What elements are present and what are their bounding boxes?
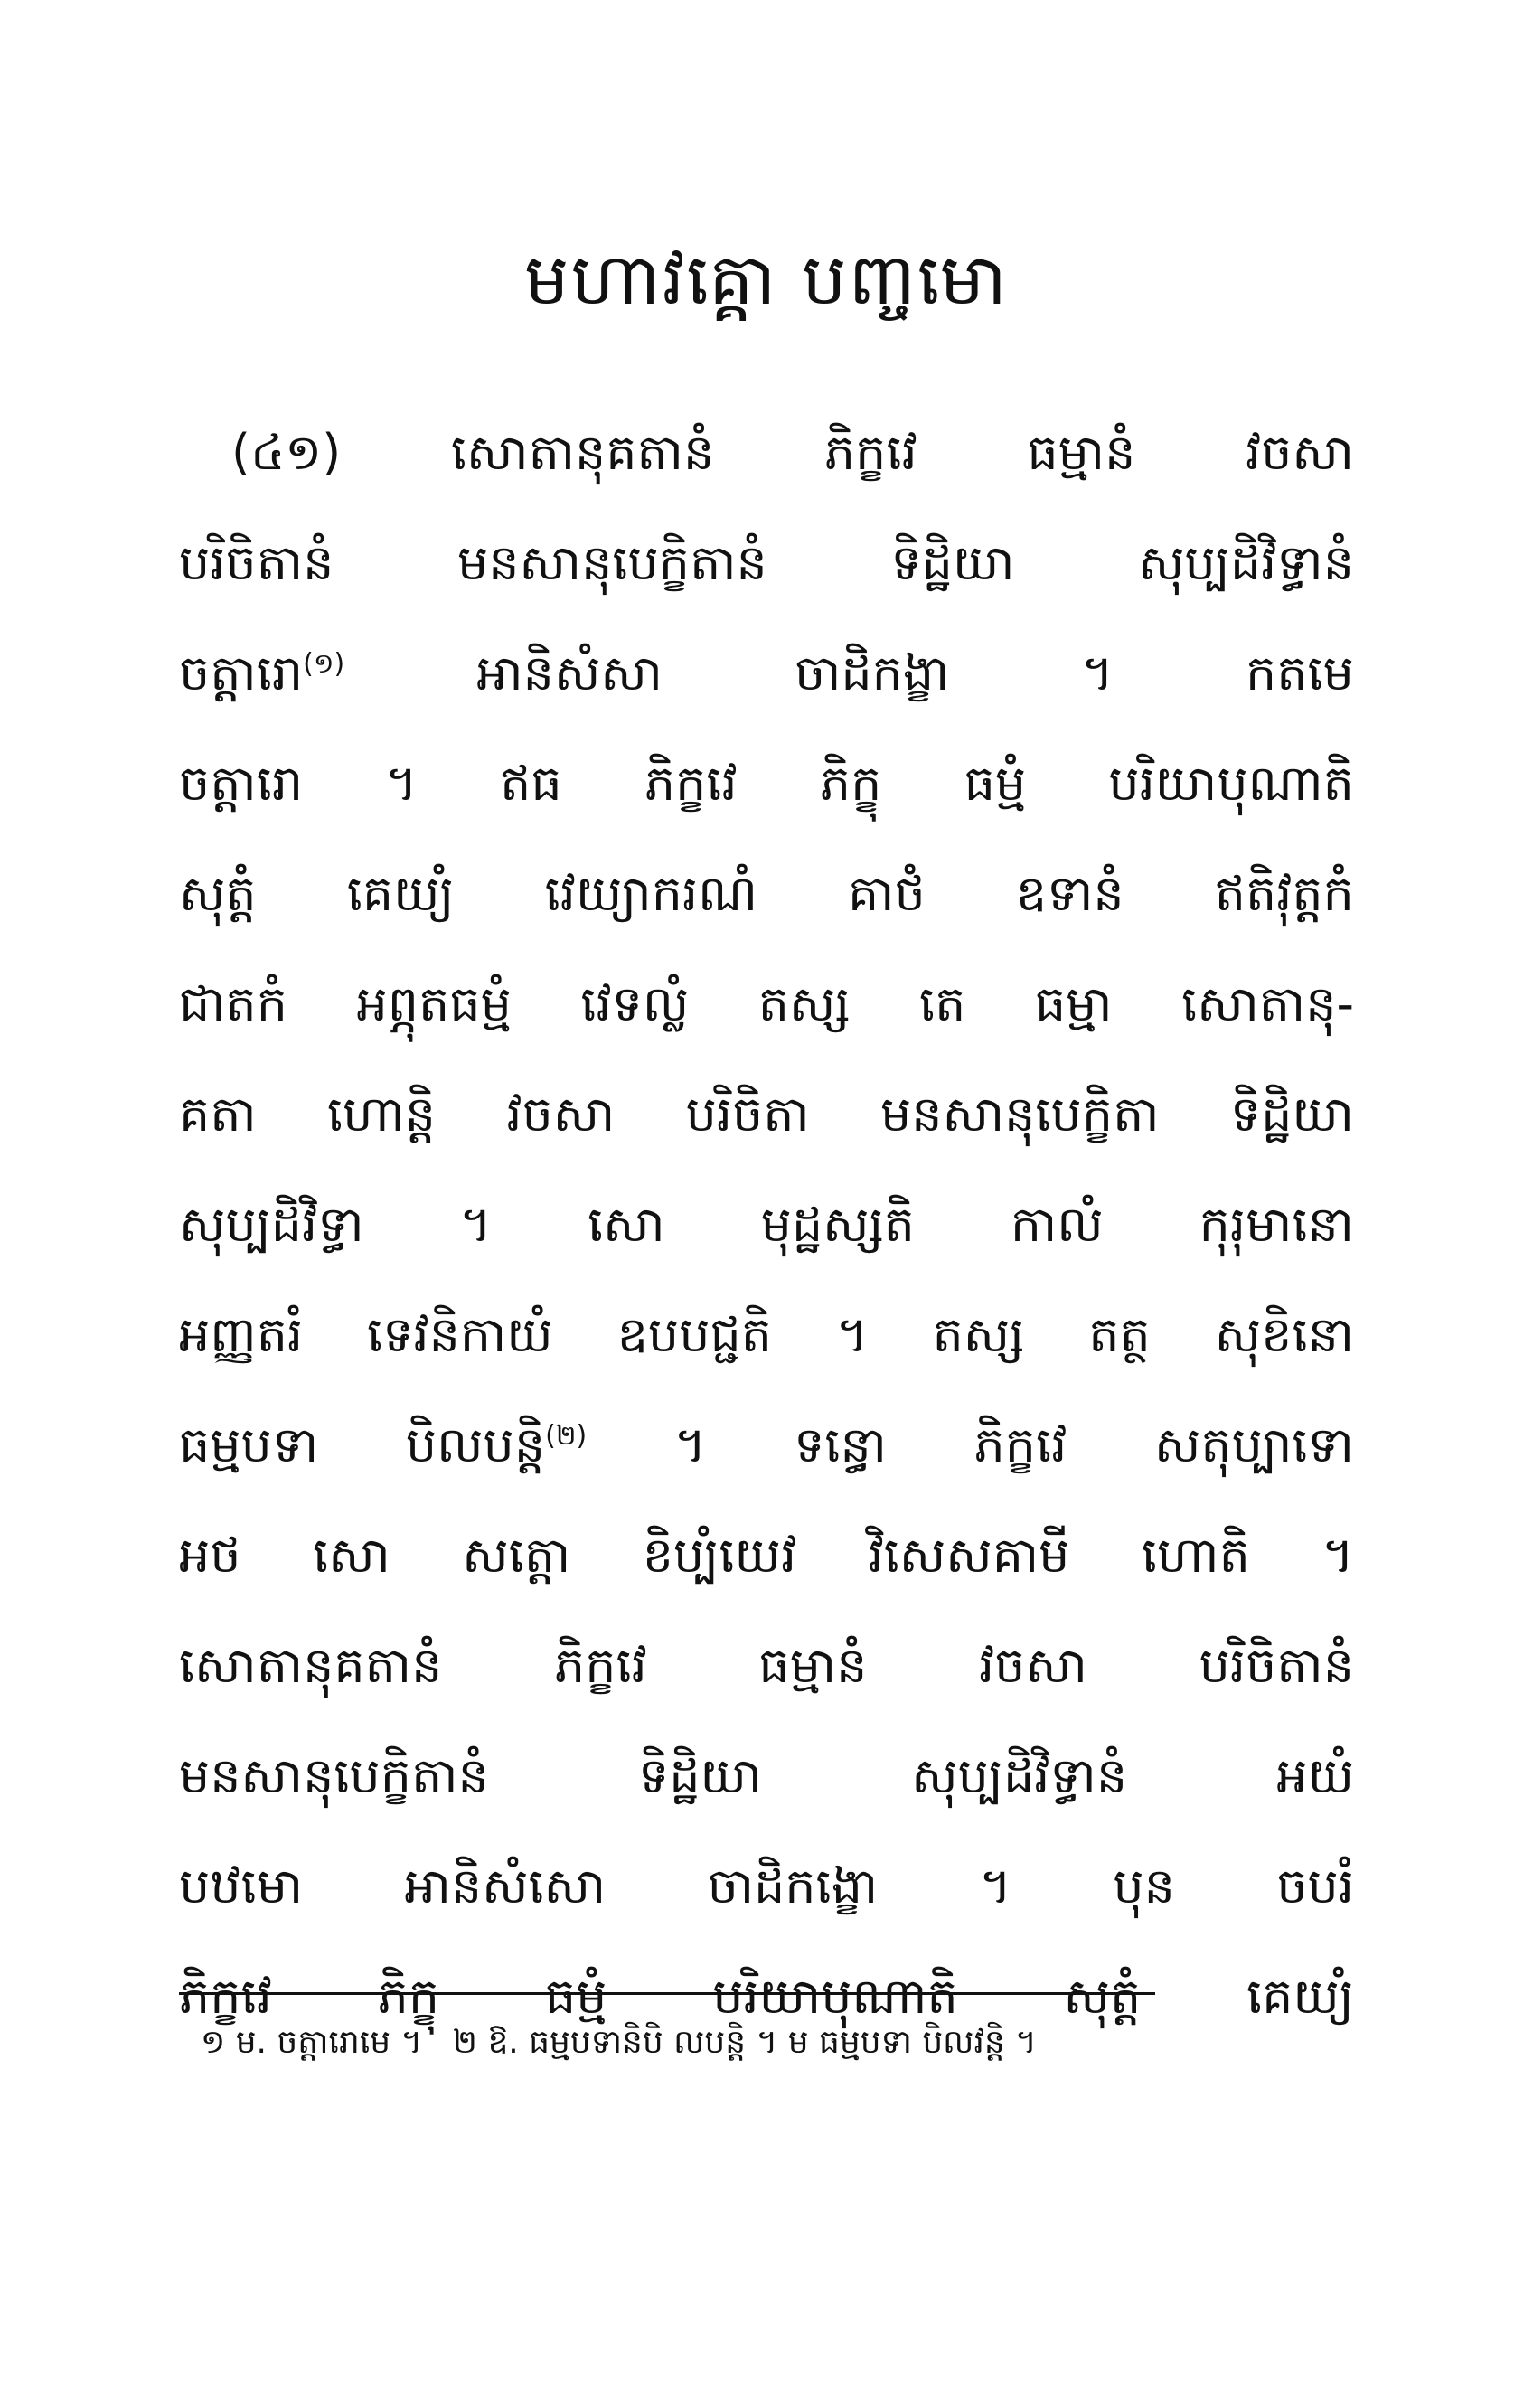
word: ធម្មានំ <box>758 1637 868 1694</box>
word: កុរុមានោ <box>1199 1196 1354 1253</box>
word: អានិសំសោ <box>404 1858 607 1914</box>
word: បរិយាបុណាតិ <box>712 1968 958 2025</box>
footnotes <box>201 2016 1358 2070</box>
word: ហោតិ <box>1141 1527 1250 1584</box>
word: បរិចិតានំ <box>179 534 334 591</box>
word: ភិក្ខវេ <box>823 424 917 481</box>
word: ទេវនិកាយំ <box>367 1306 553 1363</box>
word: ចបរំ <box>1276 1858 1354 1914</box>
footnote-marker: (២) <box>545 1420 588 1452</box>
word: វចសា <box>1246 424 1354 481</box>
footnote-divider <box>179 1992 1155 1995</box>
footnote-1: ១ ម. ចត្តារោមេ ។ <box>201 2024 423 2061</box>
word: មនសានុបេក្ខិតានំ <box>179 1747 489 1804</box>
word: សោតានុគតានំ <box>450 424 715 481</box>
word: វេទល្លំ <box>580 975 690 1032</box>
word: ចាដិកង្ខា <box>794 644 950 701</box>
word: ខិប្បំយេវ <box>642 1527 797 1584</box>
word: តេ <box>919 975 966 1032</box>
word: ភិក្ខវេ <box>553 1637 647 1694</box>
text-line <box>179 1721 1354 1831</box>
word: ឥតិវុត្តកំ <box>1214 865 1354 922</box>
word: តស្ស <box>757 975 851 1032</box>
footnote-2: ២ ឱ. ធម្មបទានិបិ លបន្តិ ។ ម ធម្មបទា បិលវន្តិ ។ <box>452 2024 1037 2061</box>
word: កតមេ <box>1245 644 1354 701</box>
word: កាលំ <box>1010 1196 1104 1253</box>
word: ធម្មំ <box>964 755 1027 812</box>
word: មនសានុបេក្ខិតា <box>880 1086 1160 1143</box>
word: អថ <box>179 1527 241 1584</box>
word: ឧទានំ <box>1015 865 1124 922</box>
word: ទន្ធោ <box>794 1416 887 1473</box>
footnote-marker: (១) <box>303 648 345 680</box>
text-line <box>179 1059 1354 1170</box>
word: បរិយាបុណាតិ <box>1108 755 1354 812</box>
word: ឧបបជ្ជតិ <box>616 1306 773 1363</box>
word: ភិក្ខុ <box>819 755 882 812</box>
word: សោ <box>313 1527 390 1584</box>
text-line <box>179 1390 1354 1500</box>
word: ហោន្តិ <box>327 1086 436 1143</box>
word: ។ <box>385 755 418 812</box>
word: វចសា <box>506 1086 616 1143</box>
text-line <box>179 398 1354 508</box>
word: វិសេសគាមី <box>868 1527 1070 1584</box>
word: សោតានុ- <box>1181 975 1354 1032</box>
word: គតា <box>179 1086 257 1143</box>
word: បរិចិតានំ <box>1199 1637 1354 1694</box>
word: ភិក្ខុ <box>377 1968 440 2025</box>
word: អានិសំសា <box>476 644 663 701</box>
text-line <box>179 1831 1354 1942</box>
word: អព្ភុតធម្មំ <box>356 975 512 1032</box>
word: វចសា <box>979 1637 1087 1694</box>
page-title: មហាវគ្គោ បញ្ចមោ <box>524 240 1009 321</box>
word: ។ <box>1321 1527 1354 1584</box>
word: គេយ្យំ <box>1246 1968 1354 2025</box>
word: សុប្បដិវិទ្ធានំ <box>1138 534 1354 591</box>
word: អយំ <box>1276 1747 1354 1804</box>
word: ទិដ្ឋិយា <box>637 1747 763 1804</box>
word: ភិក្ខវេ <box>973 1416 1067 1473</box>
text-line <box>179 1280 1354 1390</box>
word: តស្ស <box>932 1306 1025 1363</box>
text-line <box>179 508 1354 618</box>
word: ឥធ <box>500 755 562 812</box>
word: ចាដិកង្ខោ <box>707 1858 879 1914</box>
text-line <box>179 618 1354 729</box>
text-line <box>179 1500 1354 1611</box>
word: ធម្មំ <box>544 1968 607 2025</box>
text-line <box>179 729 1354 839</box>
word: បរិចិតា <box>685 1086 810 1143</box>
word: (៤១) <box>231 424 342 481</box>
word: ។ <box>673 1416 707 1473</box>
word: ទិដ្ឋិយា <box>890 534 1015 591</box>
word: គេយ្យំ <box>346 865 455 922</box>
word: សុប្បដិវិទ្ធានំ <box>911 1747 1128 1804</box>
word: ជាតកំ <box>179 975 287 1032</box>
word: អញ្ញតរំ <box>179 1306 304 1363</box>
word: ។ <box>835 1306 869 1363</box>
word: ។ <box>1081 644 1114 701</box>
word: មនសានុបេក្ខិតានំ <box>457 534 767 591</box>
word: ចត្តារោ$^{(១)}$ <box>179 644 345 701</box>
word: ទិដ្ឋិយា <box>1229 1086 1354 1143</box>
word: សត្តោ <box>462 1527 571 1584</box>
word: ធម្មា <box>1034 975 1113 1032</box>
word: ភិក្ខវេ <box>644 755 738 812</box>
text-line <box>179 1611 1354 1721</box>
word: ។ <box>979 1858 1012 1914</box>
word: បុន <box>1113 1858 1175 1914</box>
word: ភិក្ខវេ <box>179 1968 272 2025</box>
text-line <box>179 1170 1354 1280</box>
word: ធម្មបទា <box>179 1416 319 1473</box>
word: សុត្តំ <box>1063 1968 1142 2025</box>
body-text <box>179 398 1354 2052</box>
word: សតុប្បាទោ <box>1153 1416 1354 1473</box>
word: ។ <box>459 1196 493 1253</box>
word: សោតានុគតានំ <box>179 1637 443 1694</box>
word: គាថំ <box>848 865 926 922</box>
word: បិលបន្តិ$^{(២)}$ <box>405 1416 588 1473</box>
word: សោ <box>588 1196 665 1253</box>
word: តត្ថ <box>1088 1306 1151 1363</box>
word: មុដ្ឋស្សតិ <box>760 1196 915 1253</box>
text-line <box>179 839 1354 949</box>
word: ធម្មានំ <box>1027 424 1136 481</box>
text-line <box>179 949 1354 1059</box>
word: បឋមោ <box>179 1858 304 1914</box>
word: វេយ្យាករណំ <box>544 865 758 922</box>
word: សុខិនោ <box>1214 1306 1354 1363</box>
word: សុត្តំ <box>179 865 257 922</box>
word: ចត្តារោ <box>179 755 304 812</box>
word: សុប្បដិវិទ្ធា <box>179 1196 364 1253</box>
